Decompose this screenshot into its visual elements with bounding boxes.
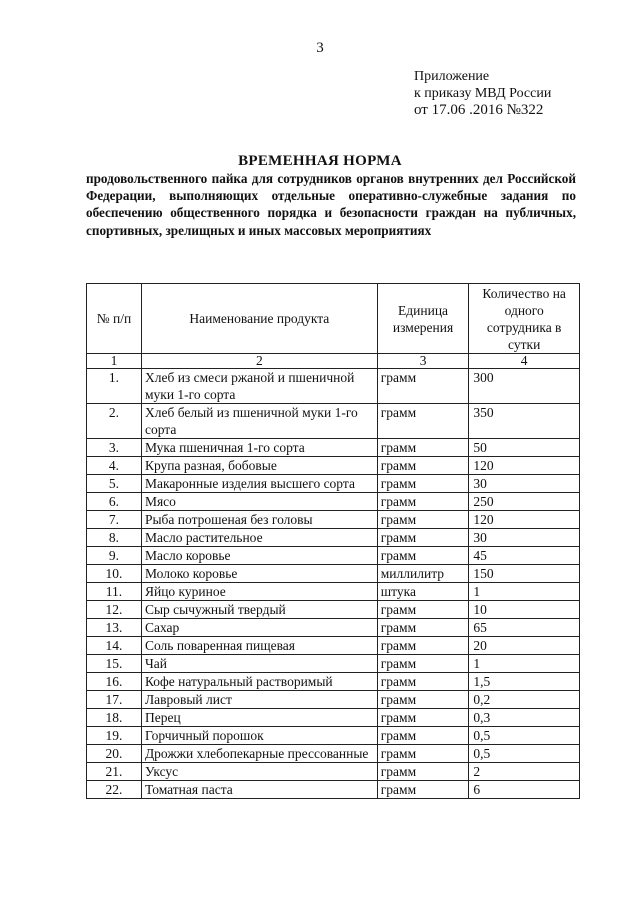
- table-row: [87, 565, 580, 583]
- table-row: [87, 709, 580, 727]
- unit-cell: грамм: [377, 763, 469, 781]
- row-number: 12.: [87, 601, 142, 619]
- product-name: Масло коровье: [141, 547, 377, 565]
- table-row: [87, 619, 580, 637]
- product-name: Хлеб белый из пшеничной муки 1-го сорта: [141, 404, 377, 439]
- quantity-cell: 1,5: [469, 673, 580, 691]
- table-row: [87, 727, 580, 745]
- row-number: 18.: [87, 709, 142, 727]
- unit-cell: грамм: [377, 619, 469, 637]
- unit-cell: грамм: [377, 529, 469, 547]
- product-name: Кофе натуральный растворимый: [141, 673, 377, 691]
- product-name: Рыба потрошеная без головы: [141, 511, 377, 529]
- unit-cell: грамм: [377, 781, 469, 799]
- row-number: 10.: [87, 565, 142, 583]
- row-number: 20.: [87, 745, 142, 763]
- header-unit: Единица измерения: [377, 284, 469, 354]
- quantity-cell: 350: [469, 404, 580, 439]
- appendix-block: [414, 68, 551, 119]
- unit-cell: грамм: [377, 493, 469, 511]
- ration-table: [86, 283, 580, 799]
- unit-cell: грамм: [377, 511, 469, 529]
- table-row: [87, 637, 580, 655]
- quantity-cell: 20: [469, 637, 580, 655]
- column-number: 3: [377, 354, 469, 369]
- quantity-cell: 120: [469, 457, 580, 475]
- appendix-order: к приказу МВД России: [414, 86, 552, 101]
- header-name: Наименование продукта: [141, 284, 377, 354]
- row-number: 13.: [87, 619, 142, 637]
- unit-cell: грамм: [377, 727, 469, 745]
- product-name: Соль поваренная пищевая: [141, 637, 377, 655]
- product-name: Крупа разная, бобовые: [141, 457, 377, 475]
- row-number: 4.: [87, 457, 142, 475]
- row-number: 22.: [87, 781, 142, 799]
- product-name: Сыр сычужный твердый: [141, 601, 377, 619]
- unit-cell: грамм: [377, 457, 469, 475]
- row-number: 11.: [87, 583, 142, 601]
- table-row: [87, 745, 580, 763]
- row-number: 19.: [87, 727, 142, 745]
- unit-cell: грамм: [377, 601, 469, 619]
- row-number: 3.: [87, 439, 142, 457]
- quantity-cell: 250: [469, 493, 580, 511]
- table-row: [87, 457, 580, 475]
- column-number: 2: [141, 354, 377, 369]
- product-name: Хлеб из смеси ржаной и пшеничной муки 1-го сорта: [141, 369, 377, 404]
- table-row: [87, 673, 580, 691]
- quantity-cell: 65: [469, 619, 580, 637]
- quantity-cell: 30: [469, 529, 580, 547]
- quantity-cell: 2: [469, 763, 580, 781]
- document-subtitle: продовольственного пайка для сотрудников органов внутренних дел Российской Федерации, выполняющих отдельные оперативно-служебные задания по обеспечению общественного порядка и безопасности граждан на публичных, спортивных, зрелищных и иных массовых мероприятиях: [86, 171, 576, 238]
- table-row: [87, 601, 580, 619]
- quantity-cell: 0,3: [469, 709, 580, 727]
- product-name: Томатная паста: [141, 781, 377, 799]
- row-number: 5.: [87, 475, 142, 493]
- quantity-cell: 120: [469, 511, 580, 529]
- row-number: 21.: [87, 763, 142, 781]
- table-row: [87, 529, 580, 547]
- product-name: Сахар: [141, 619, 377, 637]
- unit-cell: грамм: [377, 369, 469, 404]
- document-title: ВРЕМЕННАЯ НОРМА: [238, 153, 402, 169]
- table-row: [87, 655, 580, 673]
- table-row: [87, 763, 580, 781]
- table-row: [87, 475, 580, 493]
- appendix-label: Приложение: [414, 69, 490, 84]
- unit-cell: грамм: [377, 439, 469, 457]
- unit-cell: миллилитр: [377, 565, 469, 583]
- product-name: Перец: [141, 709, 377, 727]
- product-name: Горчичный порошок: [141, 727, 377, 745]
- row-number: 2.: [87, 404, 142, 439]
- table-row: [87, 369, 580, 404]
- table-row: [87, 493, 580, 511]
- unit-cell: грамм: [377, 547, 469, 565]
- table-row: [87, 547, 580, 565]
- unit-cell: штука: [377, 583, 469, 601]
- unit-cell: грамм: [377, 745, 469, 763]
- row-number: 9.: [87, 547, 142, 565]
- unit-cell: грамм: [377, 404, 469, 439]
- page-number: 3: [316, 40, 324, 56]
- unit-cell: грамм: [377, 475, 469, 493]
- product-name: Уксус: [141, 763, 377, 781]
- product-name: Яйцо куриное: [141, 583, 377, 601]
- column-number: 4: [469, 354, 580, 369]
- appendix-date: от 17.06 .2016 №322: [414, 102, 544, 118]
- header-qty: Количество на одного сотрудника в сутки: [469, 284, 580, 354]
- unit-cell: грамм: [377, 709, 469, 727]
- unit-cell: грамм: [377, 637, 469, 655]
- row-number: 17.: [87, 691, 142, 709]
- table-header-row: [87, 284, 580, 354]
- table-row: [87, 511, 580, 529]
- quantity-cell: 300: [469, 369, 580, 404]
- column-number: 1: [87, 354, 142, 369]
- column-number-row: [87, 354, 580, 369]
- unit-cell: грамм: [377, 673, 469, 691]
- unit-cell: грамм: [377, 691, 469, 709]
- row-number: 14.: [87, 637, 142, 655]
- product-name: Дрожжи хлебопекарные прессованные: [141, 745, 377, 763]
- quantity-cell: 10: [469, 601, 580, 619]
- table-row: [87, 404, 580, 439]
- product-name: Масло растительное: [141, 529, 377, 547]
- table-row: [87, 781, 580, 799]
- unit-cell: грамм: [377, 655, 469, 673]
- quantity-cell: 0,2: [469, 691, 580, 709]
- quantity-cell: 6: [469, 781, 580, 799]
- quantity-cell: 45: [469, 547, 580, 565]
- row-number: 8.: [87, 529, 142, 547]
- product-name: Чай: [141, 655, 377, 673]
- quantity-cell: 1: [469, 655, 580, 673]
- table-row: [87, 583, 580, 601]
- row-number: 1.: [87, 369, 142, 404]
- product-name: Макаронные изделия высшего сорта: [141, 475, 377, 493]
- row-number: 15.: [87, 655, 142, 673]
- quantity-cell: 30: [469, 475, 580, 493]
- product-name: Мясо: [141, 493, 377, 511]
- row-number: 7.: [87, 511, 142, 529]
- quantity-cell: 50: [469, 439, 580, 457]
- row-number: 6.: [87, 493, 142, 511]
- table-row: [87, 691, 580, 709]
- header-num: № п/п: [87, 284, 142, 354]
- quantity-cell: 1: [469, 583, 580, 601]
- product-name: Мука пшеничная 1-го сорта: [141, 439, 377, 457]
- quantity-cell: 150: [469, 565, 580, 583]
- product-name: Молоко коровье: [141, 565, 377, 583]
- quantity-cell: 0,5: [469, 745, 580, 763]
- product-name: Лавровый лист: [141, 691, 377, 709]
- table-row: [87, 439, 580, 457]
- quantity-cell: 0,5: [469, 727, 580, 745]
- row-number: 16.: [87, 673, 142, 691]
